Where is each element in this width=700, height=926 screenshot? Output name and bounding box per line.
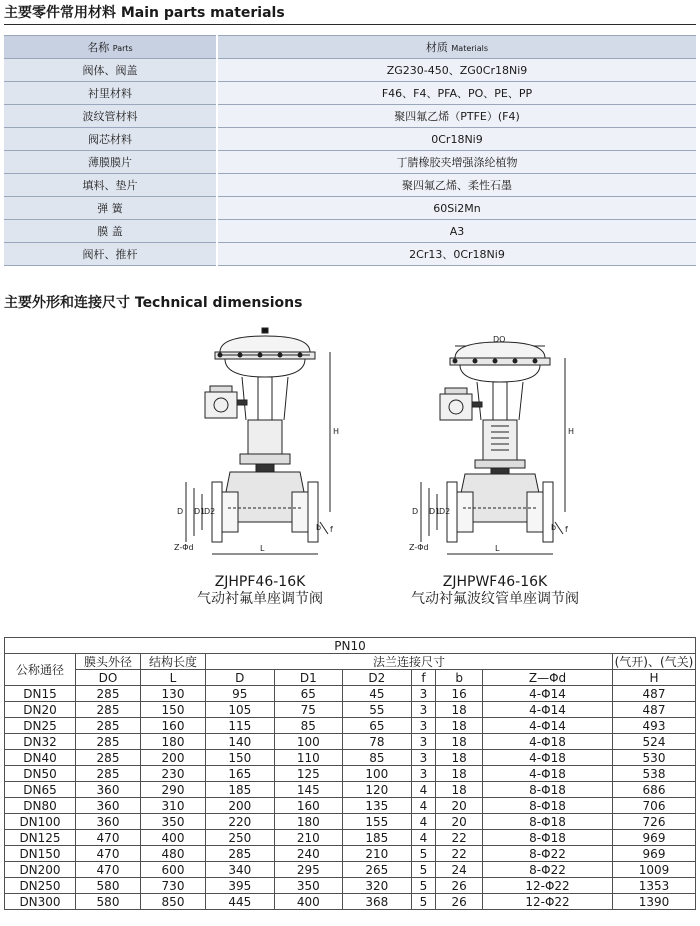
table-cell: 100: [343, 766, 412, 782]
table-row: [5, 878, 696, 894]
material-part: 弹 簧: [4, 197, 217, 220]
table-cell: 350: [141, 814, 206, 830]
table-cell: 75: [274, 702, 343, 718]
dim-label-l: L: [495, 544, 500, 553]
material-part: 波纹管材料: [4, 105, 217, 128]
table-cell: 18: [436, 782, 483, 798]
table-cell: 8-Φ22: [483, 846, 613, 862]
table-cell: 538: [613, 766, 696, 782]
material-part: 薄膜膜片: [4, 151, 217, 174]
header2-cell: b: [436, 670, 483, 686]
table-cell: 65: [274, 686, 343, 702]
table-cell: 210: [274, 830, 343, 846]
material-part: 膜 盖: [4, 220, 217, 243]
table-cell: 580: [76, 894, 141, 910]
materials-row: [4, 197, 696, 220]
table-cell: 240: [274, 846, 343, 862]
table-cell: 480: [141, 846, 206, 862]
table-cell: 360: [76, 798, 141, 814]
table-row: [5, 862, 696, 878]
table-cell: 4-Φ18: [483, 766, 613, 782]
materials-row: [4, 128, 696, 151]
table-row: [5, 734, 696, 750]
dim-label-f: f: [330, 525, 333, 534]
table-cell: 18: [436, 718, 483, 734]
table-cell: 65: [343, 718, 412, 734]
table-cell: 285: [206, 846, 275, 862]
table-cell: 290: [141, 782, 206, 798]
materials-row: [4, 151, 696, 174]
caption-right: [390, 574, 600, 608]
table-cell: 400: [274, 894, 343, 910]
table-cell: 295: [274, 862, 343, 878]
table-cell: 3: [411, 750, 436, 766]
table-cell: 24: [436, 862, 483, 878]
materials-table: [4, 35, 696, 266]
table-cell: 18: [436, 702, 483, 718]
table-cell: 160: [141, 718, 206, 734]
table-cell: 135: [343, 798, 412, 814]
table-cell: 470: [76, 846, 141, 862]
table-cell: 395: [206, 878, 275, 894]
table-cell: 285: [76, 686, 141, 702]
table-cell: 4-Φ14: [483, 718, 613, 734]
section-rule: [4, 24, 696, 25]
table-cell: 5: [411, 846, 436, 862]
dim-label-f: f: [565, 525, 568, 534]
table-cell: 487: [613, 702, 696, 718]
table-cell: 4: [411, 830, 436, 846]
row-nominal: DN25: [5, 718, 76, 734]
row-nominal: DN250: [5, 878, 76, 894]
table-cell: 285: [76, 750, 141, 766]
table-cell: 470: [76, 862, 141, 878]
header2-cell: D1: [274, 670, 343, 686]
table-cell: 350: [274, 878, 343, 894]
table-cell: 487: [613, 686, 696, 702]
table-cell: 250: [206, 830, 275, 846]
table-cell: 16: [436, 686, 483, 702]
table-cell: 5: [411, 862, 436, 878]
materials-row: [4, 220, 696, 243]
table-cell: 3: [411, 686, 436, 702]
table-cell: 18: [436, 734, 483, 750]
dim-label-d2: D2: [204, 507, 216, 516]
table-cell: 340: [206, 862, 275, 878]
table-row: [5, 782, 696, 798]
table-cell: 18: [436, 750, 483, 766]
table-cell: 4: [411, 814, 436, 830]
materials-row: [4, 174, 696, 197]
materials-row: [4, 82, 696, 105]
dim-label-l: L: [260, 544, 265, 553]
material-part: 阀体、阀盖: [4, 59, 217, 82]
materials-header-row: [4, 36, 696, 59]
valve-drawing-left: [160, 322, 360, 572]
table-cell: 78: [343, 734, 412, 750]
table-cell: 4-Φ18: [483, 734, 613, 750]
header2-cell: D: [206, 670, 275, 686]
table-cell: 470: [76, 830, 141, 846]
dims-header-pn: [5, 638, 696, 654]
table-cell: 210: [343, 846, 412, 862]
dim-label-d: D: [412, 507, 419, 516]
caption-right-model: ZJHPWF46-16K: [442, 574, 548, 590]
header2-cell: DO: [76, 670, 141, 686]
table-cell: 360: [76, 814, 141, 830]
table-cell: 726: [613, 814, 696, 830]
dim-label-z: Z-Φd: [409, 543, 429, 552]
table-row: [5, 686, 696, 702]
dim-label-d1: D1: [194, 507, 206, 516]
table-cell: 12-Φ22: [483, 878, 613, 894]
dims-header-row1: [5, 654, 696, 670]
table-cell: 150: [206, 750, 275, 766]
table-cell: 185: [206, 782, 275, 798]
table-cell: 8-Φ18: [483, 798, 613, 814]
table-cell: 180: [274, 814, 343, 830]
table-row: [5, 718, 696, 734]
table-row: [5, 798, 696, 814]
table-cell: 285: [76, 766, 141, 782]
material-value: 0Cr18Ni9: [217, 128, 696, 151]
table-cell: 185: [343, 830, 412, 846]
table-cell: 524: [613, 734, 696, 750]
table-cell: 160: [274, 798, 343, 814]
table-cell: 5: [411, 878, 436, 894]
table-cell: 4-Φ14: [483, 686, 613, 702]
valve-drawing-right: [395, 322, 595, 572]
table-cell: 580: [76, 878, 141, 894]
dim-label-do: DO: [493, 335, 506, 344]
material-value: ZG230-450、ZG0Cr18Ni9: [217, 59, 696, 82]
material-part: 阀杆、推杆: [4, 243, 217, 266]
table-cell: 220: [206, 814, 275, 830]
material-value: F46、F4、PFA、PO、PE、PP: [217, 82, 696, 105]
header2-cell: H: [613, 670, 696, 686]
material-value: A3: [217, 220, 696, 243]
table-cell: 230: [141, 766, 206, 782]
caption-left-model: ZJHPF46-16K: [214, 574, 306, 590]
dim-label-d: D: [177, 507, 184, 516]
table-cell: 125: [274, 766, 343, 782]
table-cell: 20: [436, 814, 483, 830]
row-nominal: DN40: [5, 750, 76, 766]
table-row: [5, 894, 696, 910]
table-cell: 360: [76, 782, 141, 798]
table-cell: 320: [343, 878, 412, 894]
materials-body: [4, 59, 696, 266]
row-nominal: DN50: [5, 766, 76, 782]
table-cell: 285: [76, 702, 141, 718]
table-cell: 26: [436, 878, 483, 894]
table-cell: 85: [343, 750, 412, 766]
dimensions-table: [4, 637, 696, 910]
row-nominal: DN100: [5, 814, 76, 830]
materials-row: [4, 105, 696, 128]
material-value: 丁腈橡胶夹增强涤纶植物: [217, 151, 696, 174]
table-cell: 100: [274, 734, 343, 750]
table-cell: 45: [343, 686, 412, 702]
dim-label-h: H: [568, 427, 575, 436]
table-cell: 4: [411, 798, 436, 814]
table-cell: 12-Φ22: [483, 894, 613, 910]
row-nominal: DN125: [5, 830, 76, 846]
table-cell: 969: [613, 846, 696, 862]
table-cell: 115: [206, 718, 275, 734]
table-cell: 400: [141, 830, 206, 846]
header2-cell: D2: [343, 670, 412, 686]
table-cell: 120: [343, 782, 412, 798]
header-h: (气开)、(气关): [613, 654, 696, 670]
table-cell: 145: [274, 782, 343, 798]
table-cell: 969: [613, 830, 696, 846]
table-cell: 4: [411, 782, 436, 798]
table-cell: 1353: [613, 878, 696, 894]
table-cell: 85: [274, 718, 343, 734]
table-cell: 1009: [613, 862, 696, 878]
table-cell: 130: [141, 686, 206, 702]
table-cell: 155: [343, 814, 412, 830]
table-cell: 3: [411, 702, 436, 718]
header-nominal: 公称通径: [5, 654, 76, 686]
header-flange: 法兰连接尺寸: [206, 654, 613, 670]
table-cell: 265: [343, 862, 412, 878]
material-value: 聚四氟乙烯（PTFE）(F4): [217, 105, 696, 128]
material-value: 聚四氟乙烯、柔性石墨: [217, 174, 696, 197]
dim-label-d1: D1: [429, 507, 441, 516]
table-cell: 600: [141, 862, 206, 878]
table-cell: 285: [76, 734, 141, 750]
table-cell: 55: [343, 702, 412, 718]
table-cell: 165: [206, 766, 275, 782]
caption-left-desc: 气动衬氟单座调节阀: [197, 591, 323, 607]
table-row: [5, 702, 696, 718]
table-row: [5, 766, 696, 782]
table-cell: 706: [613, 798, 696, 814]
header2-cell: Z—Φd: [483, 670, 613, 686]
table-cell: 3: [411, 766, 436, 782]
table-cell: 140: [206, 734, 275, 750]
material-part: 衬里材料: [4, 82, 217, 105]
section-title-dimensions: 主要外形和连接尺寸 Technical dimensions: [4, 295, 303, 311]
material-part: 阀芯材料: [4, 128, 217, 151]
table-cell: 1390: [613, 894, 696, 910]
table-row: [5, 750, 696, 766]
table-cell: 686: [613, 782, 696, 798]
table-cell: 200: [141, 750, 206, 766]
table-cell: 105: [206, 702, 275, 718]
table-cell: 20: [436, 798, 483, 814]
table-cell: 3: [411, 734, 436, 750]
dim-label-b: b: [316, 523, 322, 532]
table-cell: 4-Φ14: [483, 702, 613, 718]
row-nominal: DN65: [5, 782, 76, 798]
table-cell: 8-Φ18: [483, 782, 613, 798]
table-cell: 18: [436, 766, 483, 782]
header-do: 膜头外径: [76, 654, 141, 670]
row-nominal: DN20: [5, 702, 76, 718]
caption-left: [160, 574, 360, 608]
table-cell: 5: [411, 894, 436, 910]
table-cell: 22: [436, 846, 483, 862]
table-cell: 4-Φ18: [483, 750, 613, 766]
table-row: [5, 830, 696, 846]
table-cell: 22: [436, 830, 483, 846]
table-cell: 493: [613, 718, 696, 734]
table-cell: 850: [141, 894, 206, 910]
header2-cell: f: [411, 670, 436, 686]
table-cell: 150: [141, 702, 206, 718]
caption-right-desc: 气动衬氟波纹管单座调节阀: [411, 591, 579, 607]
material-value: 60Si2Mn: [217, 197, 696, 220]
table-cell: 368: [343, 894, 412, 910]
header2-cell: L: [141, 670, 206, 686]
table-cell: 95: [206, 686, 275, 702]
dim-label-b: b: [551, 523, 557, 532]
table-cell: 8-Φ22: [483, 862, 613, 878]
dim-label-h: H: [333, 427, 340, 436]
material-part: 填料、垫片: [4, 174, 217, 197]
row-nominal: DN32: [5, 734, 76, 750]
pn-header: PN10: [5, 638, 696, 654]
table-cell: 110: [274, 750, 343, 766]
table-cell: 285: [76, 718, 141, 734]
dim-label-z: Z-Φd: [174, 543, 194, 552]
table-cell: 730: [141, 878, 206, 894]
dims-header-row2: [5, 670, 696, 686]
table-cell: 200: [206, 798, 275, 814]
table-cell: 310: [141, 798, 206, 814]
materials-header-materials: 材质 Materials: [217, 36, 696, 59]
table-cell: 3: [411, 718, 436, 734]
table-cell: 180: [141, 734, 206, 750]
table-cell: 530: [613, 750, 696, 766]
table-row: [5, 814, 696, 830]
dims-body: [5, 686, 696, 910]
row-nominal: DN300: [5, 894, 76, 910]
row-nominal: DN200: [5, 862, 76, 878]
materials-row: [4, 59, 696, 82]
materials-row: [4, 243, 696, 266]
table-row: [5, 846, 696, 862]
table-cell: 8-Φ18: [483, 830, 613, 846]
row-nominal: DN80: [5, 798, 76, 814]
section-title-materials: 主要零件常用材料 Main parts materials: [4, 5, 285, 21]
table-cell: 26: [436, 894, 483, 910]
header-l: 结构长度: [141, 654, 206, 670]
dim-label-d2: D2: [439, 507, 451, 516]
row-nominal: DN15: [5, 686, 76, 702]
materials-header-parts: 名称 Parts: [4, 36, 217, 59]
table-cell: 8-Φ18: [483, 814, 613, 830]
row-nominal: DN150: [5, 846, 76, 862]
table-cell: 445: [206, 894, 275, 910]
material-value: 2Cr13、0Cr18Ni9: [217, 243, 696, 266]
